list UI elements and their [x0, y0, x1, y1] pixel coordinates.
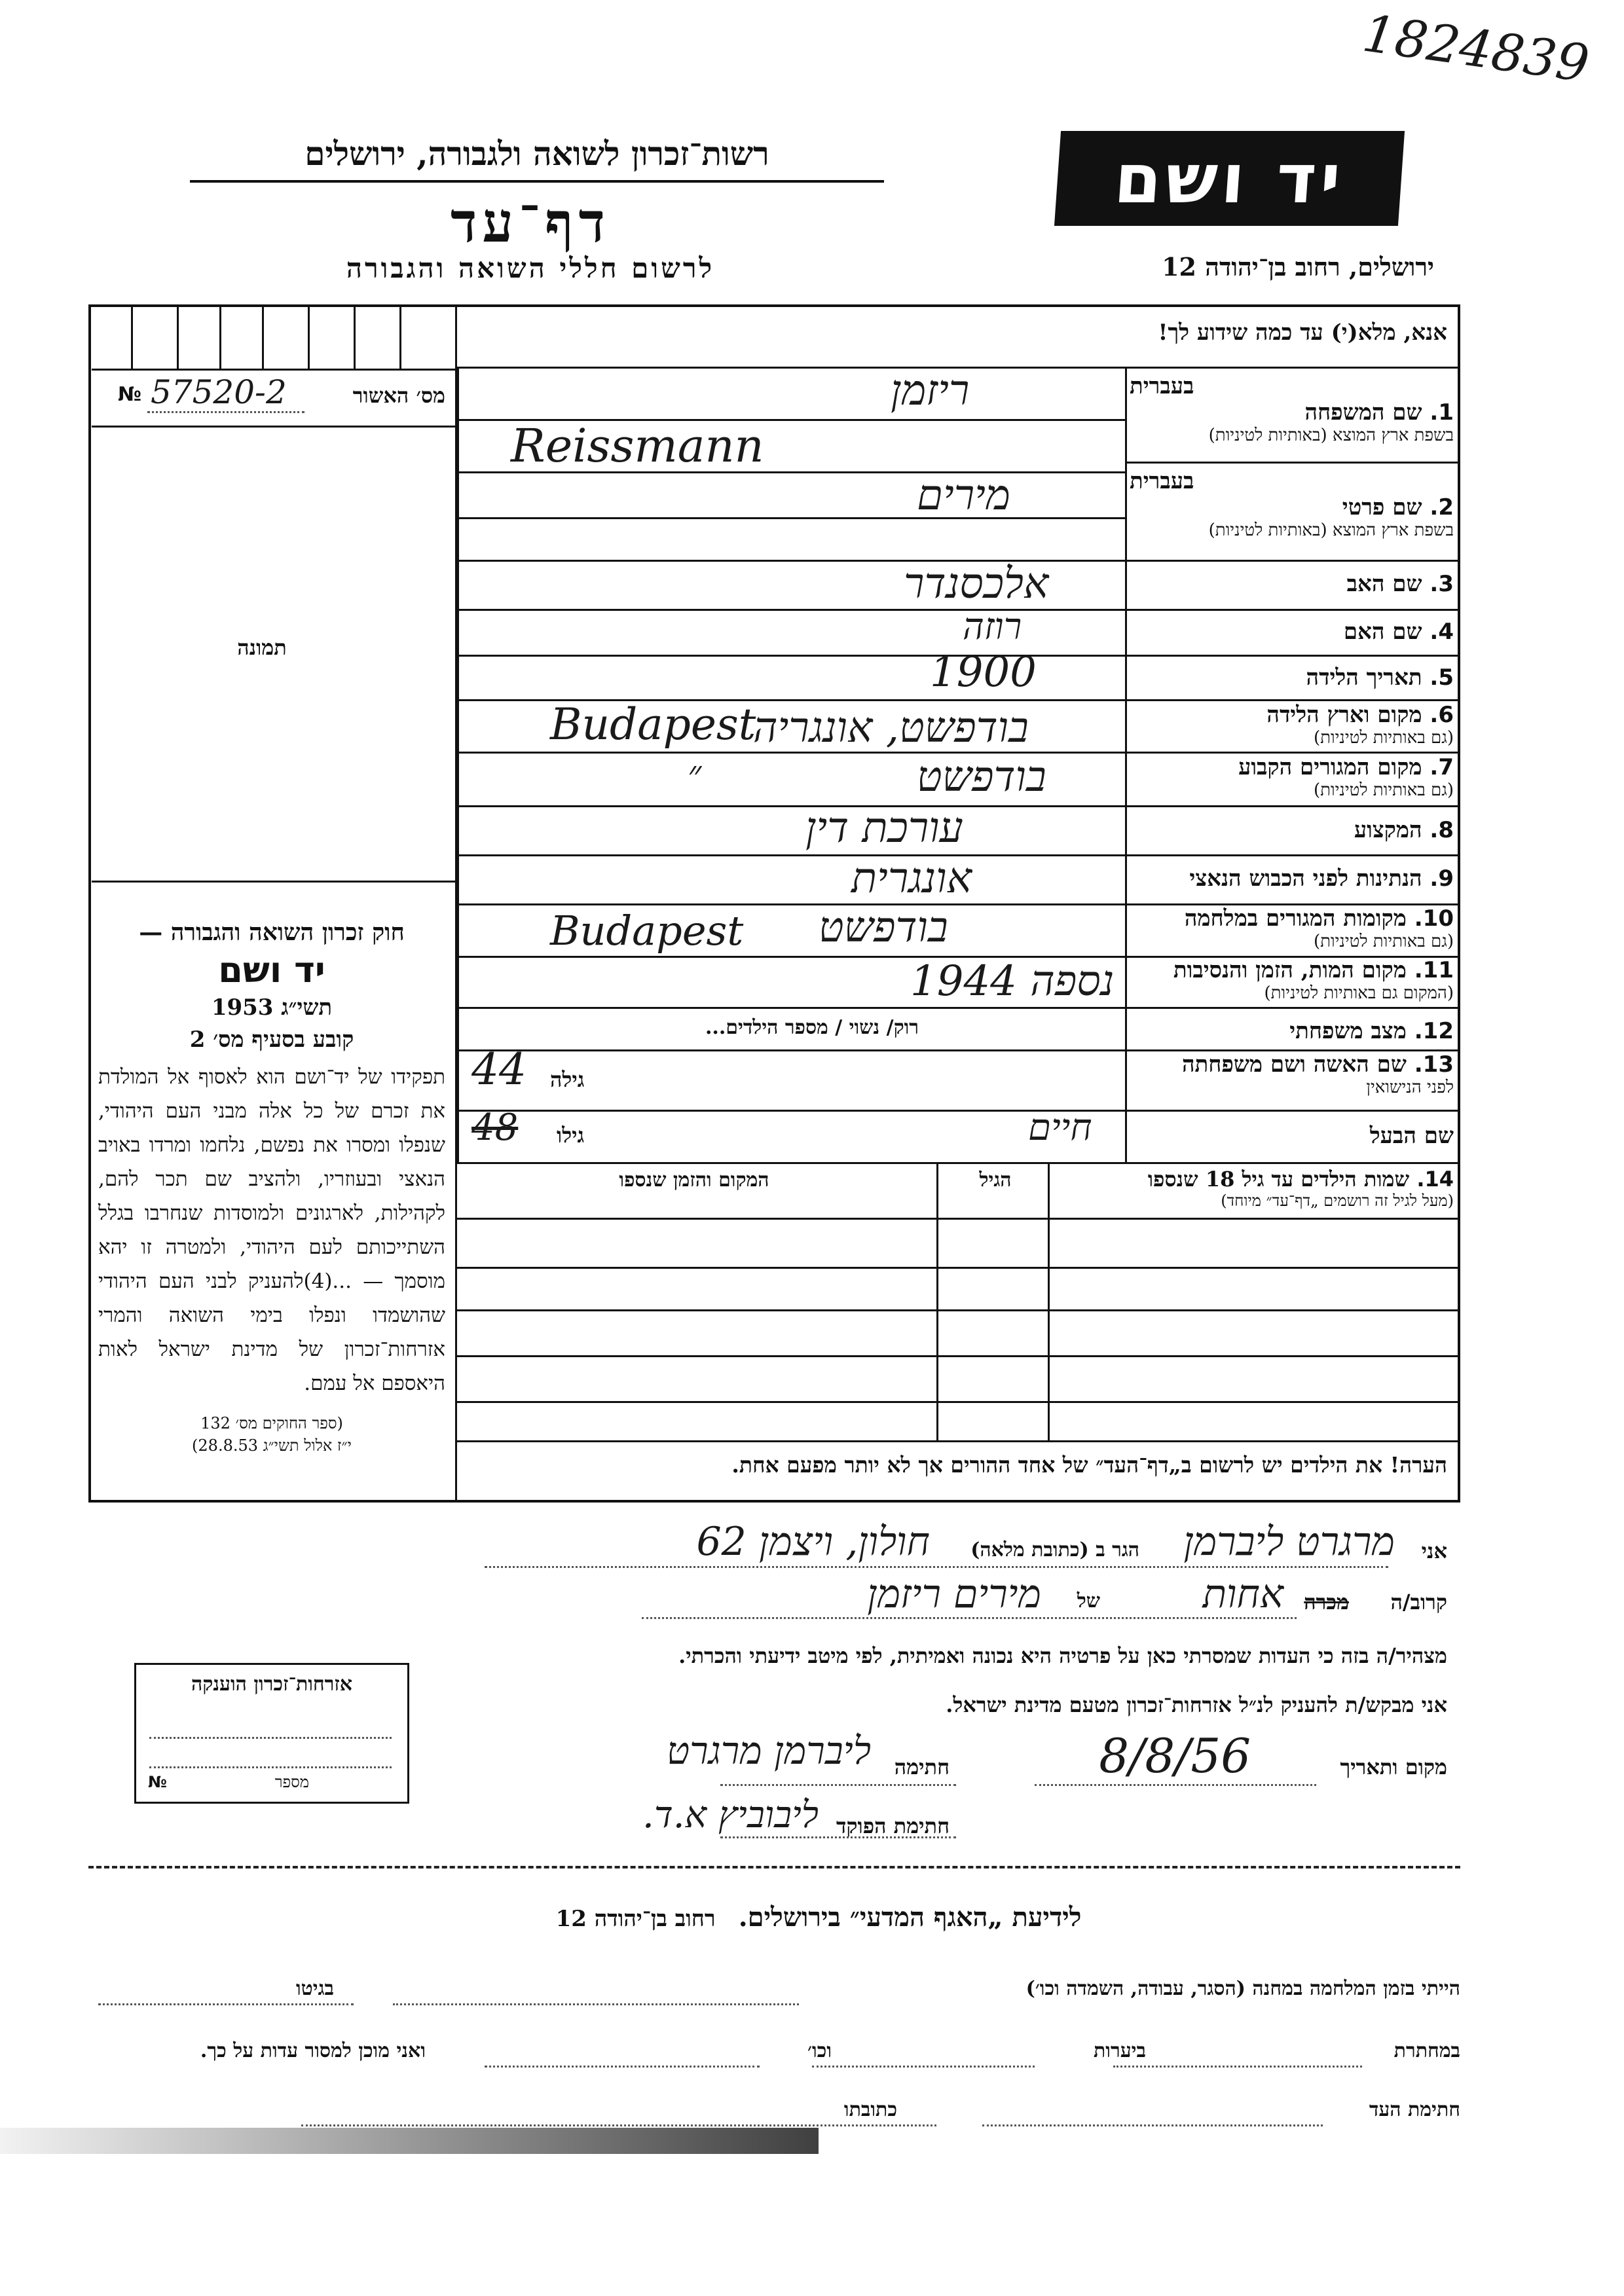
field-1-label: בעברית 1. שם המשפחה בשפת ארץ המוצא (באותיות לטיניות) [1130, 373, 1454, 445]
form-title: דף־עד [450, 190, 610, 255]
mother-name: רוזה [963, 606, 1022, 648]
birth-place: בודפשט, אונגריה [753, 704, 1029, 752]
declaration-line-1: אני מרגרט ליברמן הגר ב (כתובת מלאה) חולון, ויצמן 62 [696, 1519, 1447, 1565]
surname-hebrew: ריזמן [891, 367, 970, 415]
children-note: הערה! את הילדים יש לרשום ב„דף־העד״ של אחד ההורים אך לא יותר מפעם אחת. [731, 1452, 1447, 1478]
field-6-label: 6. מקום וארץ הלידה (גם באותיות לטיניות) [1266, 702, 1454, 748]
header-underline [190, 180, 884, 183]
officer-line: חתימת הפוקד ליבוביץ א.ד. [642, 1794, 950, 1838]
marital-status: רוק/ נשוי / מספר הילדים... [705, 1016, 919, 1039]
info-title: לידיעת „האגף המדעי״ בירושלים. רחוב בן־יהודה 12 [555, 1902, 1082, 1933]
victim-name-repeat: מירים ריזמן [867, 1571, 1041, 1617]
citizenship-box [134, 1663, 409, 1804]
citizenship-no-label: מספר [274, 1773, 309, 1791]
children-age-header: הגיל [979, 1169, 1012, 1192]
declarant-address: חולון, ויצמן 62 [696, 1519, 930, 1565]
declaration-request: אני מבקש/ת להעניק לנ״ל אזרחות־זכרון מטעם מדינת ישראל. [946, 1692, 1447, 1717]
residence-ditto: ״ [688, 753, 702, 795]
field-10-label: 10. מקומות המגורים במלחמה (גם באותיות לטיניות) [1184, 905, 1454, 951]
authority-title: רשות־זכרון לשואה ולגבורה, ירושלים [304, 134, 769, 173]
info-divider [88, 1866, 1460, 1868]
field-2-label: בעברית 2. שם פרטי בשפת ארץ המוצא (באותיות לטיניות) [1130, 468, 1454, 540]
field-11-label: 11. מקום המות, הזמן והנסיבות (המקום גם באותיות לטיניות) [1173, 957, 1454, 1003]
approval-no-sign: № [118, 383, 142, 406]
approval-label: מס׳ האשור [352, 383, 445, 408]
death-info: נספה 1944 [910, 957, 1115, 1006]
law-ref-1: (ספר החוקים מס׳ 132 [200, 1414, 343, 1432]
declarant-signature: ליברמן מרגרט [667, 1728, 871, 1773]
husband-label: שם הבעל [1369, 1123, 1454, 1149]
law-title: חוק זכרון השואה והגבורה — [139, 919, 405, 946]
form-subtitle: לרשום חללי השואה והגבורה [346, 252, 715, 284]
field-4-label: 4. שם האם [1343, 619, 1454, 645]
field-8-label: 8. המקצוע [1354, 817, 1454, 843]
field-5-label: 5. תאריך הלידה [1306, 665, 1454, 691]
officer-signature: ליבוביץ א.ד. [642, 1794, 819, 1836]
field-1-side: בעברית [1130, 373, 1194, 399]
declaration-line-2: קרוב/ה מכרה אחות של מירים ריזמן [867, 1571, 1447, 1617]
firstname-hebrew: מירים [917, 471, 1010, 520]
wartime-residence: בודפשט [819, 903, 948, 952]
law-ref-2: י״ז אלול תשי״ג 28.8.53) [192, 1436, 352, 1455]
field-1-sub: בשפת ארץ המוצא (באותיות לטיניות) [1208, 426, 1454, 445]
residence: בודפשט [917, 753, 1046, 801]
law-year: תשי״ג 1953 [211, 994, 333, 1021]
declaration-statement: מצהיר/ה בזה כי העדות שמסרתי כאן על פרטיה היא נכונה ואמיתית, לפי מיטב ידיעתי והכרתי. [678, 1643, 1447, 1668]
declarant-relation: אחות [1202, 1571, 1283, 1617]
logo-text: יד ושם [1111, 138, 1348, 219]
husband-age: 48 [471, 1106, 519, 1149]
law-body: תפקידו של יד־ושם הוא לאסוף אל המולדת את זכרם של כל אלה מבני העם היהודי, שנפלו ומסרו את נפשם, נלחמו ומרדו באויב הנאצי ובעוזריו, ולהציב שם תכר להם, לקהילות, לארגונים ולמוסדות שנחרבו בגלל השתייכותם לעם היהודי, ולמטרה זו יהא מוסמך — ...(4)להעניק לבני העם היהודי שהושמדו ונפלו בימי השואה והמרי אזרחות־זכרון של מדינת ישראל לאות היאספם אל עמם. [98, 1065, 445, 1395]
intro-text: אנא, מלא(י) עד כמה שידוע לך! [1158, 319, 1447, 346]
husband-name: חיים [1028, 1106, 1092, 1149]
citizenship-box-title: אזרחות־זכרון הוענקה [191, 1673, 353, 1696]
declaration-line-sign: מקום ותאריך 8/8/56 חתימה ליברמן מרגרט [667, 1728, 1447, 1783]
children-label: 14. שמות הילדים עד גיל 18 שנספו (מעל לגיל זה רושמים „דף־עד״ מיוחד) [1147, 1167, 1454, 1210]
law-section: קובע בסעיף מס׳ 2 [189, 1027, 354, 1053]
approval-number: 57520-2 [151, 373, 287, 411]
yad-vashem-logo [1054, 131, 1405, 226]
husband-age-label: גילו [557, 1123, 585, 1148]
field-12-label: 12. מצב משפחתי [1289, 1018, 1454, 1044]
declarant-name: מרגרט ליברמן [1183, 1519, 1395, 1565]
surname-latin: Reissmann [511, 419, 764, 473]
info-line-3: חתימת העד כתובתו [843, 2098, 1460, 2121]
law-name: יד ושם [218, 949, 325, 991]
birth-date: 1900 [930, 648, 1037, 697]
nationality: אונגרית [851, 854, 972, 903]
birth-place-latin: Budapest [550, 699, 756, 750]
approval-boxes [92, 306, 455, 369]
declaration-date: 8/8/56 [1099, 1728, 1251, 1783]
field-3-label: 3. שם האב [1346, 571, 1454, 597]
occupation: עורכת דין [805, 804, 963, 852]
label-column-divider [1125, 367, 1127, 1162]
citizenship-no-sign: № [148, 1773, 167, 1791]
header-address: ירושלים, רחוב בן־יהודה 12 [1162, 252, 1434, 282]
photo-label: תמונה [237, 635, 287, 660]
field-13-label: 13. שם האשה ושם משפחתה לפני הנישואין [1181, 1051, 1454, 1097]
archive-number: 1824839 [1359, 4, 1593, 94]
children-place-header: המקום והזמן שנספו [619, 1169, 769, 1192]
scan-artifact [0, 2128, 819, 2154]
wife-age-label: גילה [550, 1067, 585, 1092]
info-line-2: במחתרת ביערות וכו׳ ואני מוכן למסור עדות על כך. [200, 2039, 1460, 2062]
info-line-1: הייתי בזמן המלחמה במחנה (הסגר, עבודה, השמדה וכו׳) בגיטו [295, 1977, 1460, 2000]
field-9-label: 9. הנתינות לפני הכבוש הנאצי [1189, 866, 1454, 892]
father-name: אלכסנדר [904, 560, 1049, 608]
law-block [98, 917, 445, 1457]
field-7-label: 7. מקום המגורים הקבוע (גם באותיות לטיניות) [1238, 754, 1454, 800]
wife-age: 44 [471, 1044, 526, 1095]
wartime-residence-latin: Budapest [550, 907, 744, 955]
